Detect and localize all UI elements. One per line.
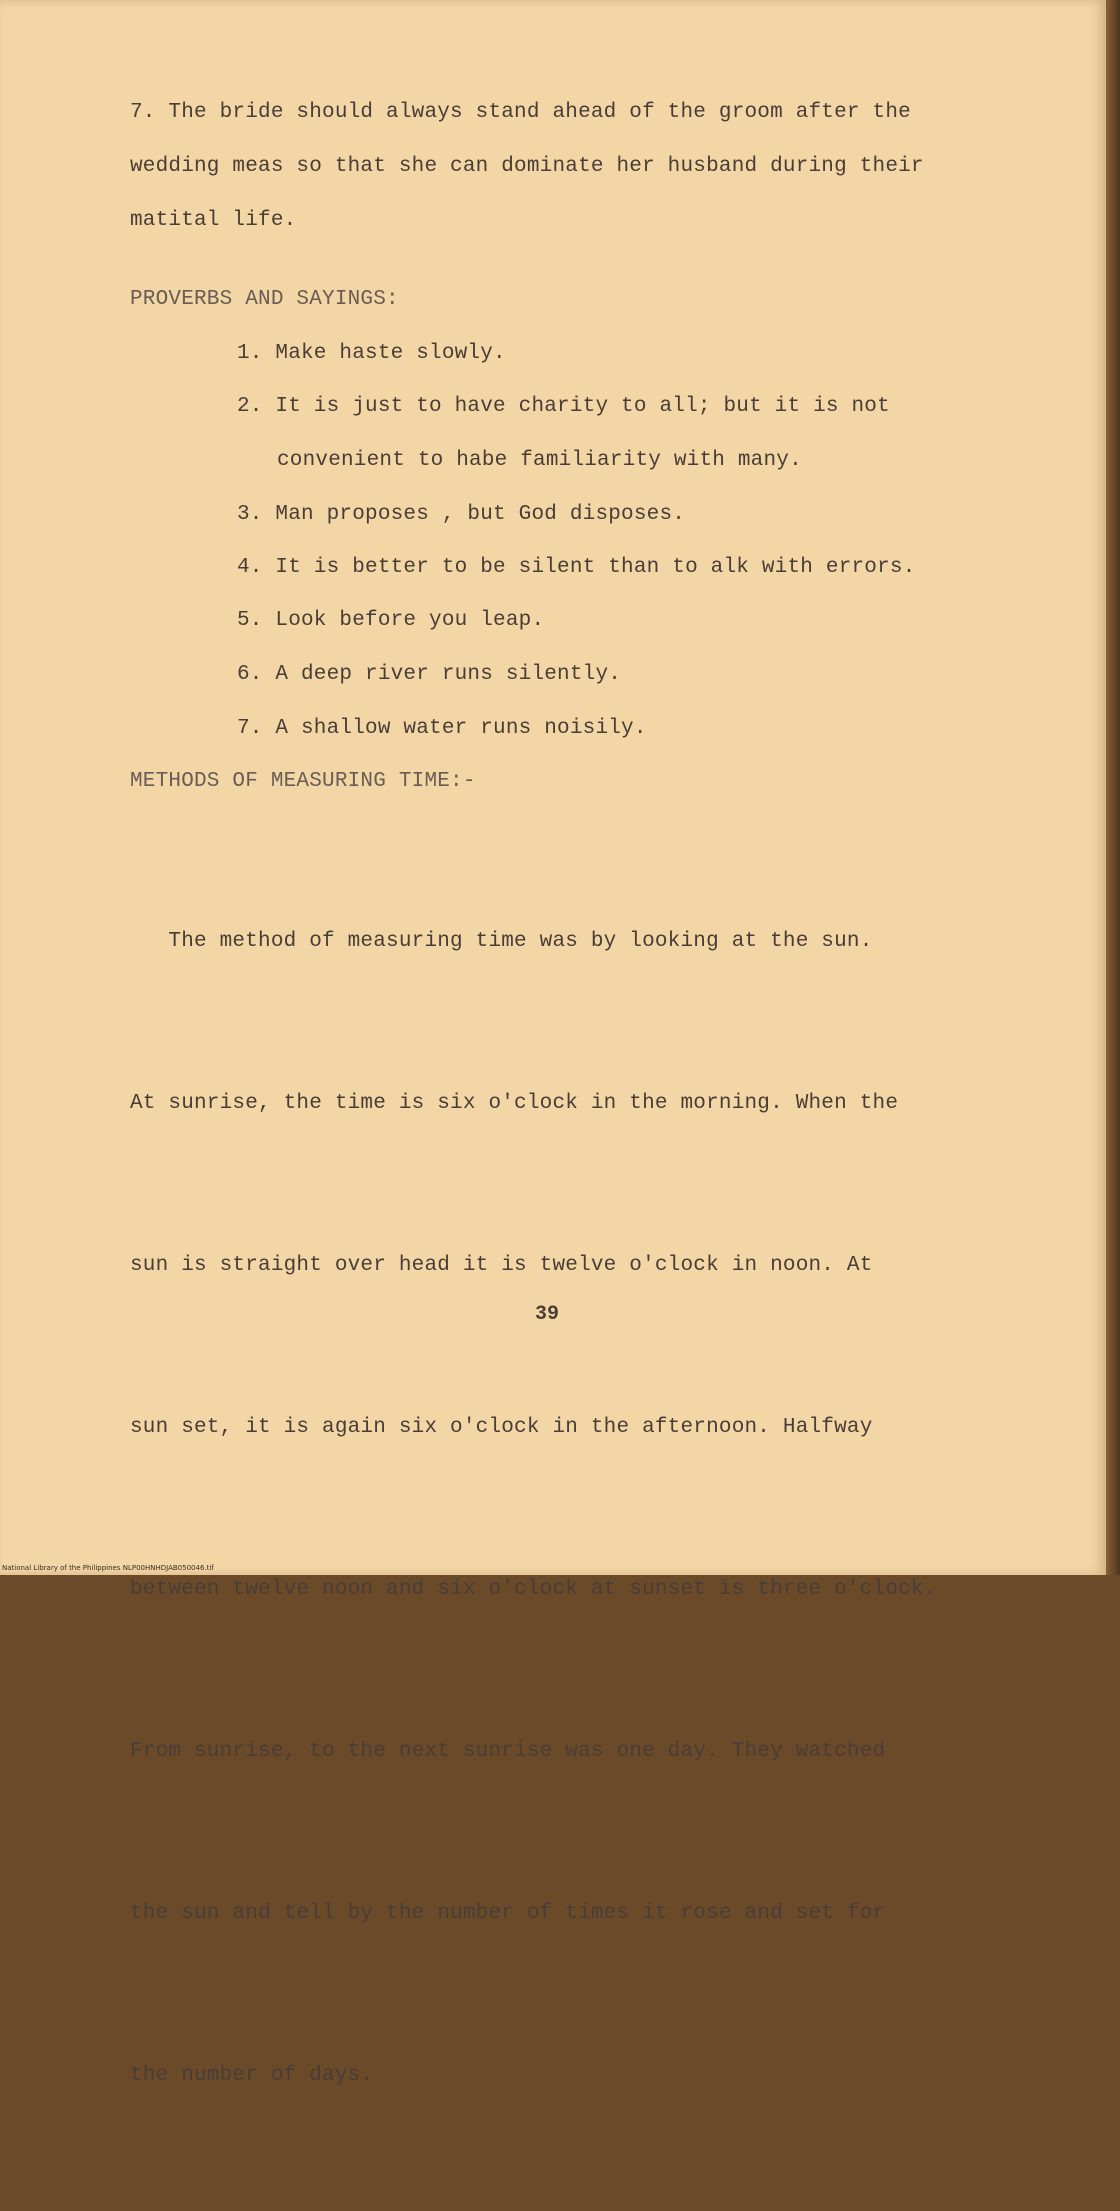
intro-paragraph xyxy=(130,86,990,248)
text-line: between twelve noon and six o'clock at sunset is three o'clock. xyxy=(130,1578,937,1601)
proverbs-heading: PROVERBS AND SAYINGS: xyxy=(130,288,399,311)
proverb-item: 7. A shallow water runs noisily. xyxy=(237,717,647,740)
text-line: the sun and tell by the number of times it rose and set for xyxy=(130,1902,886,1925)
proverb-item: 3. Man proposes , but God disposes. xyxy=(237,503,686,526)
proverb-item-continuation: convenient to habe familiarity with many. xyxy=(277,449,802,472)
proverb-item: 1. Make haste slowly. xyxy=(237,342,506,365)
text-line: 7. The bride should always stand ahead of the groom after the xyxy=(130,101,911,124)
methods-paragraph xyxy=(130,807,990,2211)
text-line: From sunrise, to the next sunrise was one day. They watched xyxy=(130,1740,886,1763)
page-number: 39 xyxy=(535,1303,560,1326)
scan-footer: National Library of the Philippines NLP00HNHDJAB050046.tif xyxy=(2,1564,214,1572)
text-line: sun set, it is again six o'clock in the afternoon. Halfway xyxy=(130,1416,873,1439)
proverb-item: 5. Look before you leap. xyxy=(237,609,545,632)
proverb-item: 6. A deep river runs silently. xyxy=(237,663,622,686)
proverb-item: 4. It is better to be silent than to alk with errors. xyxy=(237,556,916,579)
proverb-item: 2. It is just to have charity to all; but it is not xyxy=(237,395,890,418)
text-line: wedding meas so that she can dominate her husband during their xyxy=(130,155,924,178)
text-line: matital life. xyxy=(130,209,297,232)
text-line: At sunrise, the time is six o'clock in the morning. When the xyxy=(130,1092,899,1115)
text-line: The method of measuring time was by looking at the sun. xyxy=(130,930,873,953)
methods-heading: METHODS OF MEASURING TIME:- xyxy=(130,770,476,793)
text-line: sun is straight over head it is twelve o'clock in noon. At xyxy=(130,1254,873,1277)
book-spine-edge xyxy=(1106,0,1120,1575)
text-line: the number of days. xyxy=(130,2064,374,2087)
